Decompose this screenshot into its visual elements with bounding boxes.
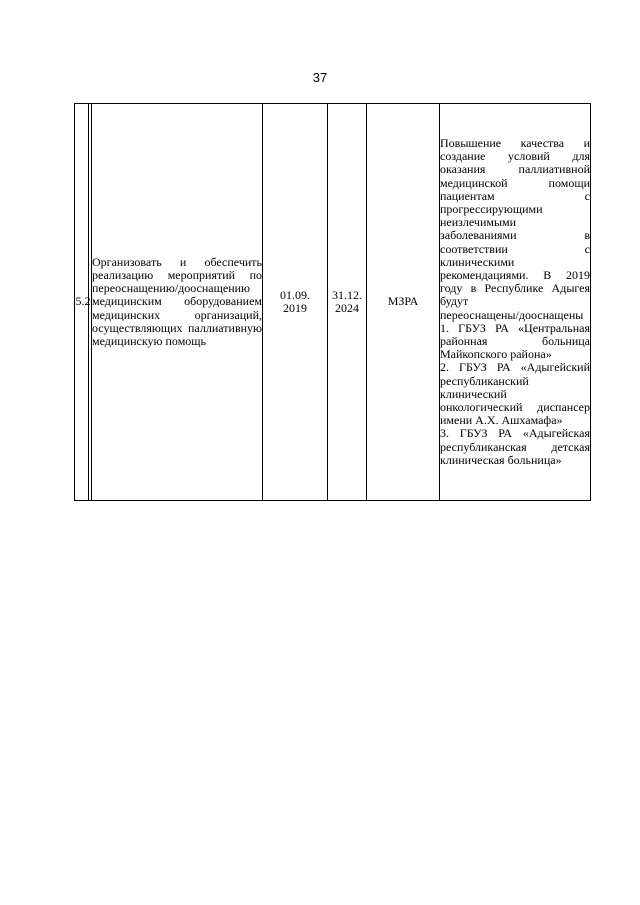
result-line: онкологический диспансер <box>440 400 590 415</box>
result-line: переоснащены/дооснащены <box>440 307 584 322</box>
result-line: 3. ГБУЗ РА «Адыгейская <box>440 426 590 441</box>
result-cell <box>440 104 591 501</box>
result-line: клиническими <box>440 254 515 269</box>
start-date-line2: 2019 <box>283 301 307 315</box>
result-line: республиканская детская <box>440 439 590 454</box>
end-date-cell <box>328 104 367 501</box>
result-line: республиканский <box>440 373 529 388</box>
measure-cell: Организовать и обеспечить реализацию мероприятий по переоснащению/дооснащению медицинским оборудованием медицинских организаций, осуществляющих паллиативную медицинскую помощь <box>92 104 263 501</box>
result-line: 2. ГБУЗ РА «Адыгейский <box>440 360 590 375</box>
result-line: пациентам с <box>440 188 590 203</box>
result-line: неизлечимыми <box>440 215 517 230</box>
result-line: имени А.Х. Ашхамафа» <box>440 413 563 428</box>
start-date-cell <box>263 104 328 501</box>
result-line: году в Республике Адыгея <box>440 281 590 296</box>
result-line: соответствии с <box>440 241 590 256</box>
result-line: рекомендациями. В 2019 <box>440 267 590 282</box>
result-line: заболеваниями в <box>440 228 590 243</box>
result-line: клинический <box>440 386 507 401</box>
start-date-line1: 01.09. <box>280 287 310 302</box>
result-line: прогрессирующими <box>440 201 543 216</box>
executor-cell: МЗРА <box>367 104 440 501</box>
row-number-cell: 5.2 <box>75 104 92 501</box>
page-number: 37 <box>312 70 328 85</box>
result-line: районная больница <box>440 334 590 348</box>
result-line: создание условий для <box>440 149 590 164</box>
result-line: Повышение качества и <box>440 135 590 150</box>
table-row <box>75 104 591 501</box>
result-line: медицинской помощи <box>440 175 590 190</box>
result-line: Майкопского района» <box>440 347 552 362</box>
result-line: будут <box>440 294 469 309</box>
result-line: оказания паллиативной <box>440 162 590 177</box>
end-date-line2: 2024 <box>335 301 359 315</box>
result-line: клиническая больница» <box>440 452 562 467</box>
end-date-line1: 31.12. <box>332 287 362 302</box>
plan-table <box>74 103 591 501</box>
result-line: 1. ГБУЗ РА «Центральная <box>440 320 590 335</box>
